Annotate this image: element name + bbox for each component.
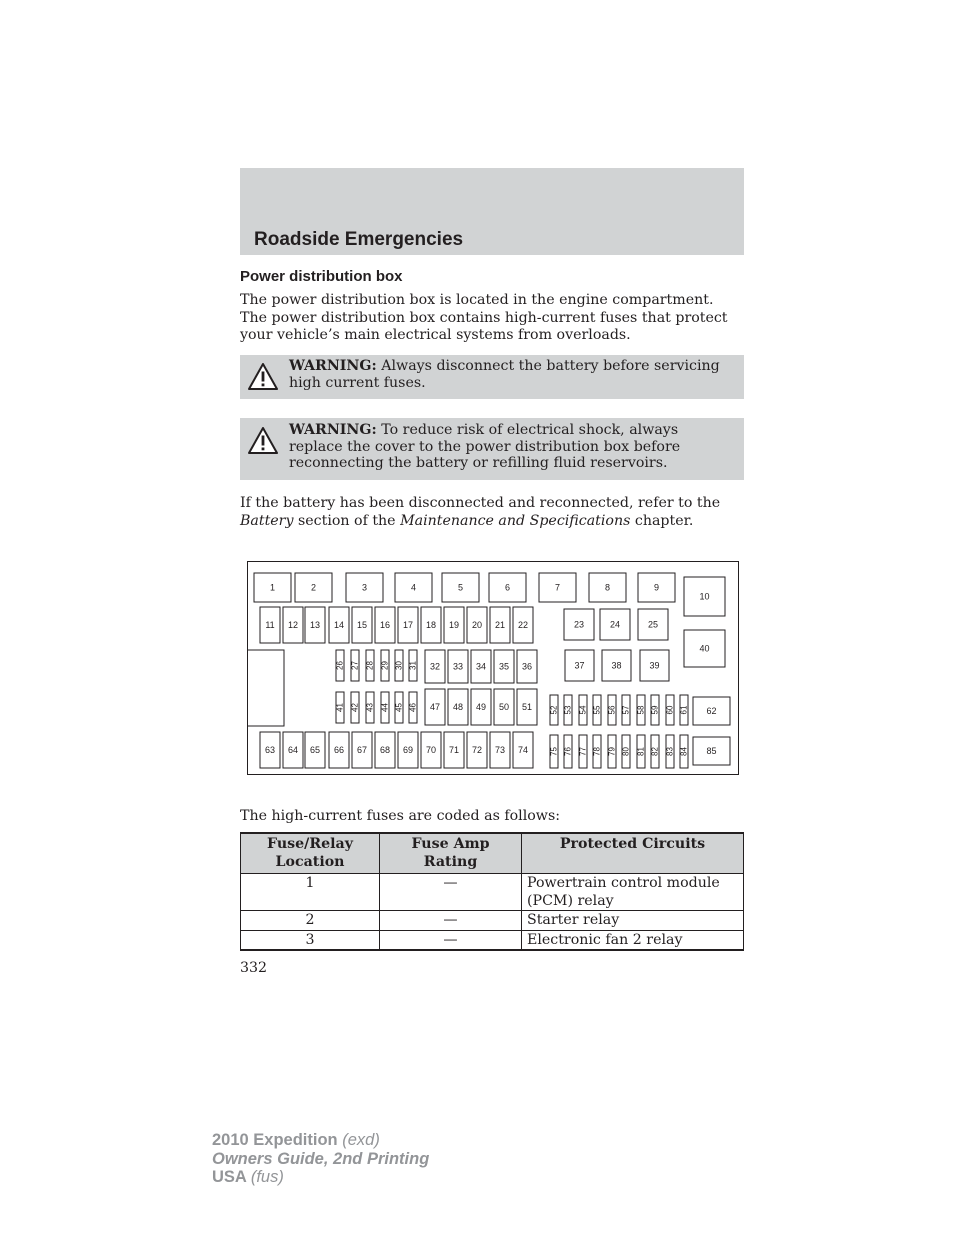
fuse-label-4: 4: [410, 582, 417, 593]
fuse-label-45: 45: [394, 703, 404, 712]
fuse-label-52: 52: [549, 705, 559, 715]
fuse-label-24: 24: [609, 619, 621, 630]
table-row: [241, 911, 744, 931]
fuse-label-35: 35: [498, 661, 510, 672]
fuse-label-25: 25: [647, 619, 659, 630]
fuse-label-34: 34: [475, 661, 487, 672]
fuse-label-57: 57: [621, 705, 631, 715]
fuse-label-14: 14: [333, 620, 345, 630]
fuse-label-82: 82: [650, 747, 660, 756]
fuse-label-26: 26: [335, 661, 345, 670]
column-header-circuits: Protected Circuits: [522, 833, 744, 874]
cell-circuit: Starter relay: [522, 911, 744, 931]
footer-region-code: (fus): [250, 1168, 284, 1186]
footer-region: USA: [212, 1168, 247, 1186]
cell-location: 1: [241, 874, 380, 911]
fuse-label-83: 83: [665, 747, 675, 756]
footer-guide: Owners Guide, 2nd Printing: [212, 1149, 430, 1168]
fuse-label-60: 60: [665, 705, 675, 715]
warning-text: To reduce risk of electrical shock, always replace the cover to the power distribution box before reconnecting the battery or refilling fluid reservoirs.: [289, 422, 681, 471]
fuse-label-5: 5: [457, 582, 464, 593]
fuse-label-39: 39: [649, 660, 660, 671]
fuse-label-47: 47: [429, 702, 441, 712]
fuse-label-77: 77: [578, 747, 588, 756]
fuse-label-85: 85: [706, 746, 717, 756]
fuse-label-55: 55: [592, 705, 602, 715]
fuse-label-66: 66: [333, 745, 345, 755]
fuse-label-17: 17: [402, 620, 414, 630]
fuse-label-16: 16: [379, 620, 391, 630]
fuse-label-20: 20: [471, 620, 483, 630]
footer-line-model: [212, 1131, 429, 1150]
page-number: 332: [240, 960, 268, 976]
fuse-label-32: 32: [429, 661, 441, 672]
battery-reference-italic: Battery: [240, 512, 294, 529]
table-row: [241, 874, 744, 911]
fuse-label-70: 70: [425, 745, 437, 755]
power-distribution-box-diagram: [247, 561, 739, 775]
fuse-label-51: 51: [521, 702, 533, 712]
fuse-label-27: 27: [350, 661, 360, 670]
fuse-label-21: 21: [494, 620, 506, 630]
fuse-label-38: 38: [611, 660, 622, 671]
footer-model: 2010 Expedition: [212, 1131, 338, 1149]
fuse-label-9: 9: [653, 582, 660, 593]
fuse-label-78: 78: [592, 747, 602, 756]
fuse-label-30: 30: [394, 661, 404, 670]
fuse-label-64: 64: [287, 745, 299, 755]
fuse-label-40: 40: [699, 643, 710, 654]
fuse-label-79: 79: [607, 747, 617, 756]
fuse-label-37: 37: [574, 660, 585, 671]
fuse-label-19: 19: [448, 620, 460, 630]
fuse-label-18: 18: [425, 620, 437, 630]
section-title: Roadside Emergencies: [254, 229, 464, 250]
cell-circuit: Electronic fan 2 relay: [522, 930, 744, 950]
cell-rating: —: [380, 911, 522, 931]
column-header-rating: Fuse Amp Rating: [380, 833, 522, 874]
fuse-label-68: 68: [379, 745, 391, 755]
fuse-label-84: 84: [679, 747, 689, 756]
warning-label: WARNING:: [289, 422, 377, 438]
fuse-label-67: 67: [356, 745, 368, 755]
table-row: [241, 930, 744, 950]
maintenance-reference-italic: Maintenance and Specifications: [400, 512, 631, 529]
fuse-label-8: 8: [604, 582, 611, 593]
warning-box-1: [240, 355, 744, 399]
document-footer: [212, 1131, 429, 1187]
warning-triangle-icon: [247, 362, 279, 392]
fuse-label-11: 11: [265, 620, 275, 630]
cell-rating: —: [380, 874, 522, 911]
battery-note-text: chapter.: [630, 512, 694, 529]
fuse-label-7: 7: [554, 582, 561, 593]
column-header-location: Fuse/Relay Location: [241, 833, 380, 874]
fuse-label-29: 29: [380, 661, 390, 670]
fuse-label-44: 44: [380, 703, 390, 712]
cell-location: 2: [241, 911, 380, 931]
fuse-label-58: 58: [636, 705, 646, 715]
fuse-label-28: 28: [365, 661, 375, 670]
fuse-label-54: 54: [578, 705, 588, 715]
warning-box-2: [240, 418, 744, 480]
footer-line-region: [212, 1168, 429, 1187]
fuse-label-43: 43: [365, 703, 375, 712]
fuse-label-42: 42: [350, 703, 360, 712]
table-header-row: [241, 833, 744, 874]
fuse-table: [240, 832, 744, 951]
fuse-label-12: 12: [287, 620, 299, 630]
cell-location: 3: [241, 930, 380, 950]
fuse-label-22: 22: [517, 620, 529, 630]
table-intro: The high-current fuses are coded as follows:: [240, 808, 561, 824]
fuse-label-36: 36: [521, 661, 533, 672]
fuse-label-75: 75: [549, 747, 559, 756]
fuse-label-71: 71: [448, 745, 460, 755]
fuse-label-61: 61: [679, 705, 689, 715]
fuse-label-46: 46: [408, 703, 418, 712]
fuse-label-59: 59: [650, 705, 660, 715]
fuse-label-72: 72: [471, 745, 483, 755]
fuse-label-41: 41: [335, 703, 345, 712]
fuse-label-10: 10: [699, 591, 710, 602]
battery-note-text: If the battery has been disconnected and reconnected, refer to the: [240, 495, 721, 511]
section-header-band: [240, 168, 744, 255]
fuse-label-76: 76: [563, 747, 573, 756]
subsection-heading: Power distribution box: [240, 268, 403, 285]
fuse-label-48: 48: [452, 702, 464, 712]
fuse-label-65: 65: [309, 745, 321, 755]
fuse-label-49: 49: [475, 702, 487, 712]
fuse-label-62: 62: [706, 706, 717, 716]
fuse-label-56: 56: [607, 705, 617, 715]
warning-label: WARNING:: [289, 358, 377, 374]
fuse-label-81: 81: [636, 747, 646, 756]
fuse-label-3: 3: [361, 582, 368, 593]
fuse-label-2: 2: [310, 582, 317, 593]
fuse-label-53: 53: [563, 705, 573, 715]
fuse-label-6: 6: [504, 582, 511, 593]
fuse-label-63: 63: [264, 745, 276, 755]
fuse-label-33: 33: [452, 661, 464, 672]
battery-note-text: section of the: [293, 512, 401, 529]
battery-reference-paragraph: [240, 495, 744, 530]
fuse-label-74: 74: [517, 745, 529, 755]
warning-triangle-icon: [247, 426, 279, 456]
cell-rating: —: [380, 930, 522, 950]
fuse-label-69: 69: [402, 745, 414, 755]
fuse-label-73: 73: [494, 745, 506, 755]
fuse-label-50: 50: [498, 702, 510, 712]
cell-circuit: Powertrain control module (PCM) relay: [522, 874, 744, 911]
fuse-label-1: 1: [269, 582, 276, 593]
fuse-label-23: 23: [573, 619, 585, 630]
fuse-label-80: 80: [621, 747, 631, 756]
fuse-label-15: 15: [356, 620, 368, 630]
intro-paragraph: The power distribution box is located in the engine compartment. The power distribution box contains high-current fuses that protect your vehicle’s main electrical systems from overloads.: [240, 292, 728, 343]
warning-text: Always disconnect the battery before servicing high current fuses.: [289, 358, 720, 391]
fuse-label-31: 31: [408, 661, 418, 670]
fuse-label-13: 13: [309, 620, 321, 630]
fuse-layout-svg: [248, 562, 740, 776]
footer-model-code: (exd): [342, 1131, 380, 1149]
